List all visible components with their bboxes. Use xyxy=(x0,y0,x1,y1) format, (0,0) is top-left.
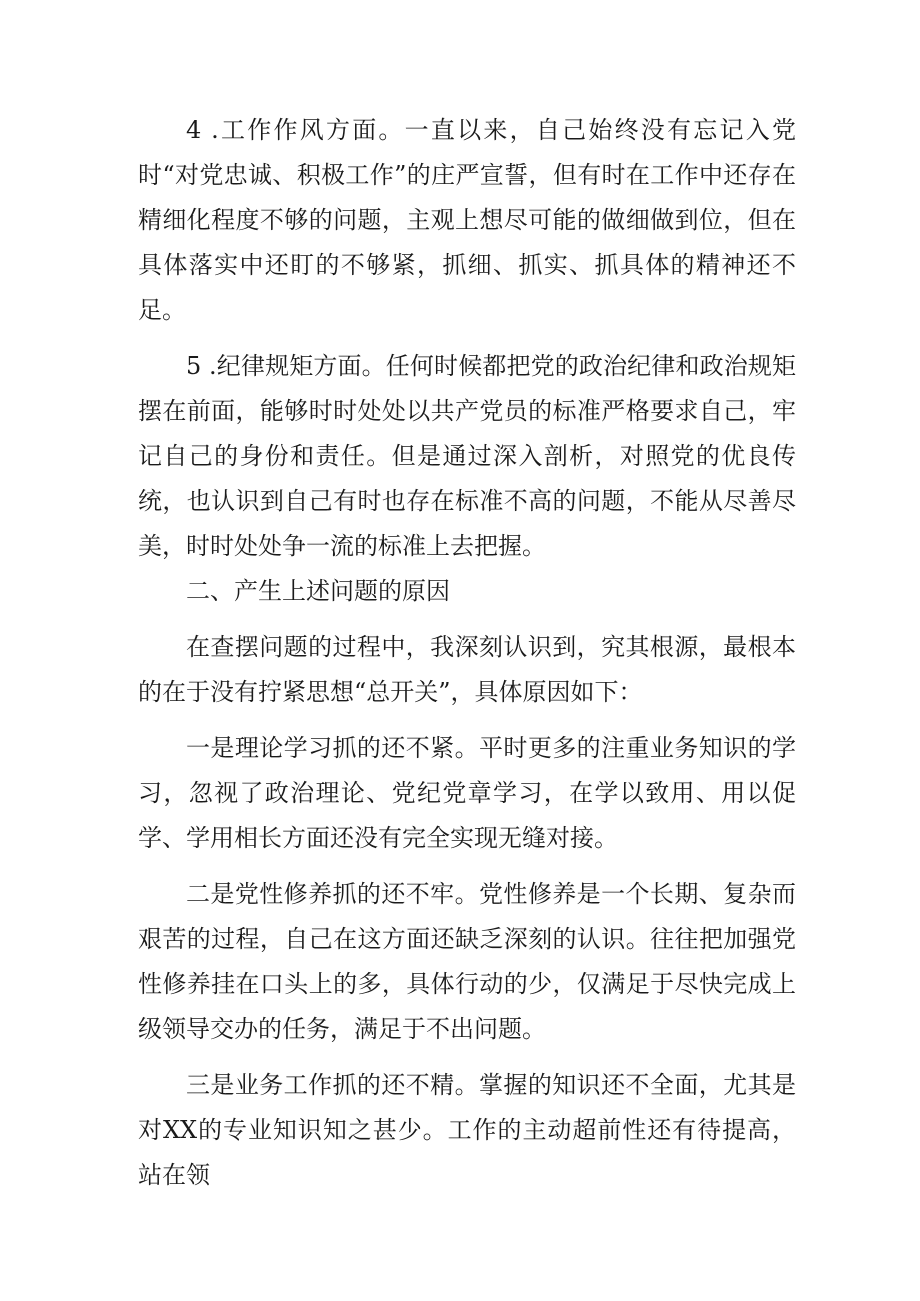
paragraph-discipline: 5 .纪律规矩方面。任何时候都把党的政治纪律和政治规矩摆在前面，能够时时处处以共产党员的标准严格要求自己，牢记自己的身份和责任。但是通过深入剖析，对照党的优良传统，也认识到自己有时也存在标准不高的问题，不能从尽善尽美，时时处处争一流的标准上去把握。 xyxy=(138,352,796,560)
paragraph-party-spirit: 二是党性修养抓的还不牢。党性修养是一个长期、复杂而艰苦的过程，自己在这方面还缺乏深刻的认识。往往把加强党性修养挂在口头上的多，具体行动的少，仅满足于尽快完成上级领导交办的任务，满足于不出问题。 xyxy=(138,880,796,1043)
section-heading-causes: 二、产生上述问题的原因 xyxy=(186,577,450,605)
paragraph-theory-study: 一是理论学习抓的还不紧。平时更多的注重业务知识的学习，忽视了政治理论、党纪党章学习，在学以致用、用以促学、学用相长方面还没有完全实现无缝对接。 xyxy=(138,734,796,852)
paragraph-causes-intro: 在查摆问题的过程中，我深刻认识到，究其根源，最根本的在于没有拧紧思想“总开关”，具体原因如下： xyxy=(138,633,796,706)
paragraph-work-style: 4 .工作作风方面。一直以来，自己始终没有忘记入党时“对党忠诚、积极工作”的庄严宣誓，但有时在工作中还存在精细化程度不够的问题，主观上想尽可能的做细做到位，但在具体落实中还盯的不够紧，抓细、抓实、抓具体的精神还不足。 xyxy=(138,116,796,324)
document-body xyxy=(138,108,796,1198)
paragraph-business-work: 三是业务工作抓的还不精。掌握的知识还不全面，尤其是对XX的专业知识知之甚少。工作的主动超前性还有待提高，站在领 xyxy=(138,1071,796,1189)
